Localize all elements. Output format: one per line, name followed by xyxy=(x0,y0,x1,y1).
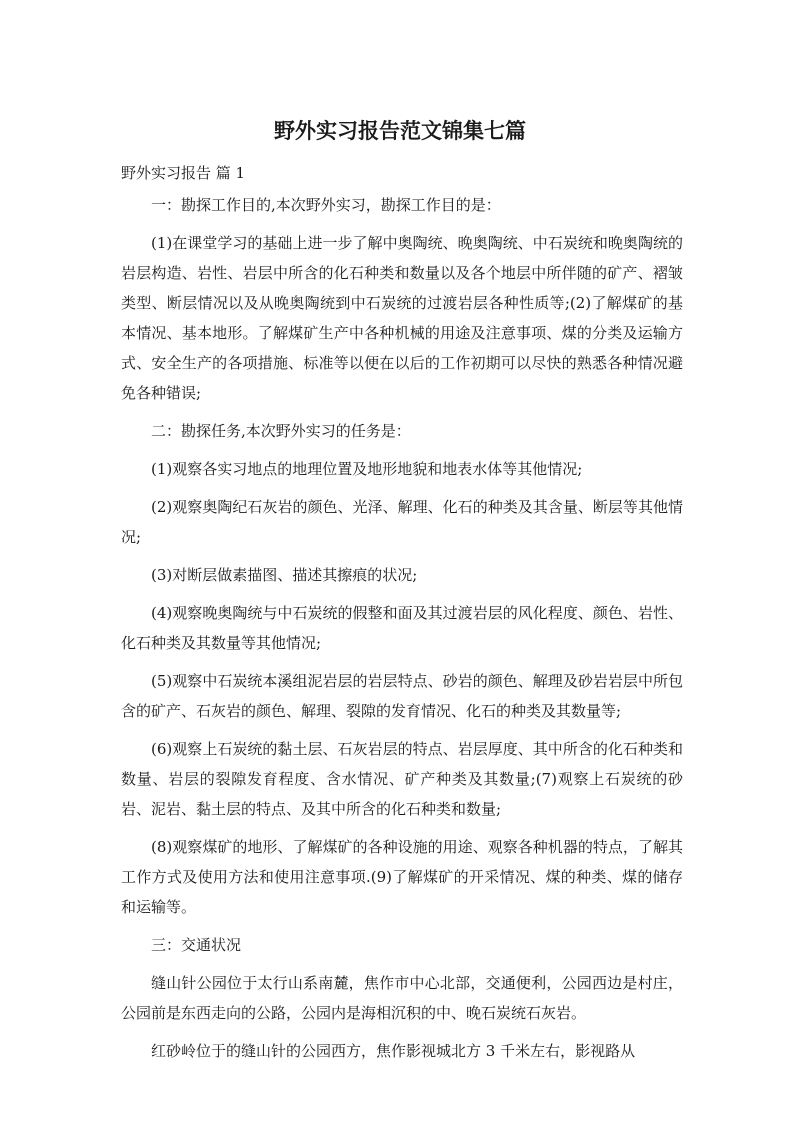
document-title: 野外实习报告范文锦集七篇 xyxy=(274,119,526,143)
paragraph-5: (2)观察奥陶纪石灰岩的颜色、光泽、解理、化石的种类及其含量、断层等其他情况; xyxy=(121,498,683,546)
section-label: 野外实习报告 篇 1 xyxy=(121,164,246,182)
paragraph-13: 红砂岭位于的缝山针的公园西方，焦作影视城北方 3 千米左右，影视路从 xyxy=(151,1042,636,1060)
paragraph-8: (5)观察中石炭统本溪组泥岩层的岩层特点、砂岩的颜色、解理及砂岩岩层中所包含的矿产、石灰岩的颜色、解理、裂隙的发育情况、化石的种类及其数量等; xyxy=(121,672,683,720)
paragraph-12: 缝山针公园位于太行山系南麓，焦作市中心北部，交通便利，公园西边是村庄，公园前是东西走向的公路，公园内是海相沉积的中、晚石炭统石灰岩。 xyxy=(121,974,683,1022)
paragraph-2: (1)在课堂学习的基础上进一步了解中奥陶统、晚奥陶统、中石炭统和晚奥陶统的岩层构造、岩性、岩层中所含的化石种类和数量以及各个地层中所伴随的矿产、褶皱类型、断层情况以及从晚奥陶统到中石炭统的过渡岩层各种性质等;(2)了解煤矿的基本情况、基本地形。了解煤矿生产中各种机械的用途及注意事项、煤的分类及运输方式、安全生产的各项措施、标准等以便在以后的工作初期可以尽快的熟悉各种情况避免各种错误; xyxy=(121,234,683,402)
paragraph-4: (1)观察各实习地点的地理位置及地形地貌和地表水体等其他情况; xyxy=(151,460,583,478)
paragraph-9: (6)观察上石炭统的黏土层、石灰岩层的特点、岩层厚度、其中所含的化石种类和数量、岩层的裂隙发育程度、含水情况、矿产种类及其数量;(7)观察上石炭统的砂岩、泥岩、黏土层的特点、及其中所含的化石种类和数量; xyxy=(121,740,683,818)
paragraph-3: 二：勘探任务,本次野外实习的任务是： xyxy=(151,422,411,440)
document-body xyxy=(121,190,683,1074)
paragraph-1: 一：勘探工作目的,本次野外实习，勘探工作目的是： xyxy=(151,196,501,214)
paragraph-7: (4)观察晚奥陶统与中石炭统的假整和面及其过渡岩层的风化程度、颜色、岩性、化石种类及其数量等其他情况; xyxy=(121,604,683,652)
paragraph-10: (8)观察煤矿的地形、了解煤矿的各种设施的用途、观察各种机器的特点，了解其工作方式及使用方法和使用注意事项.(9)了解煤矿的开采情况、煤的种类、煤的储存和运输等。 xyxy=(121,838,683,916)
paragraph-6: (3)对断层做素描图、描述其擦痕的状况; xyxy=(151,566,418,584)
paragraph-11: 三：交通状况 xyxy=(151,936,242,954)
